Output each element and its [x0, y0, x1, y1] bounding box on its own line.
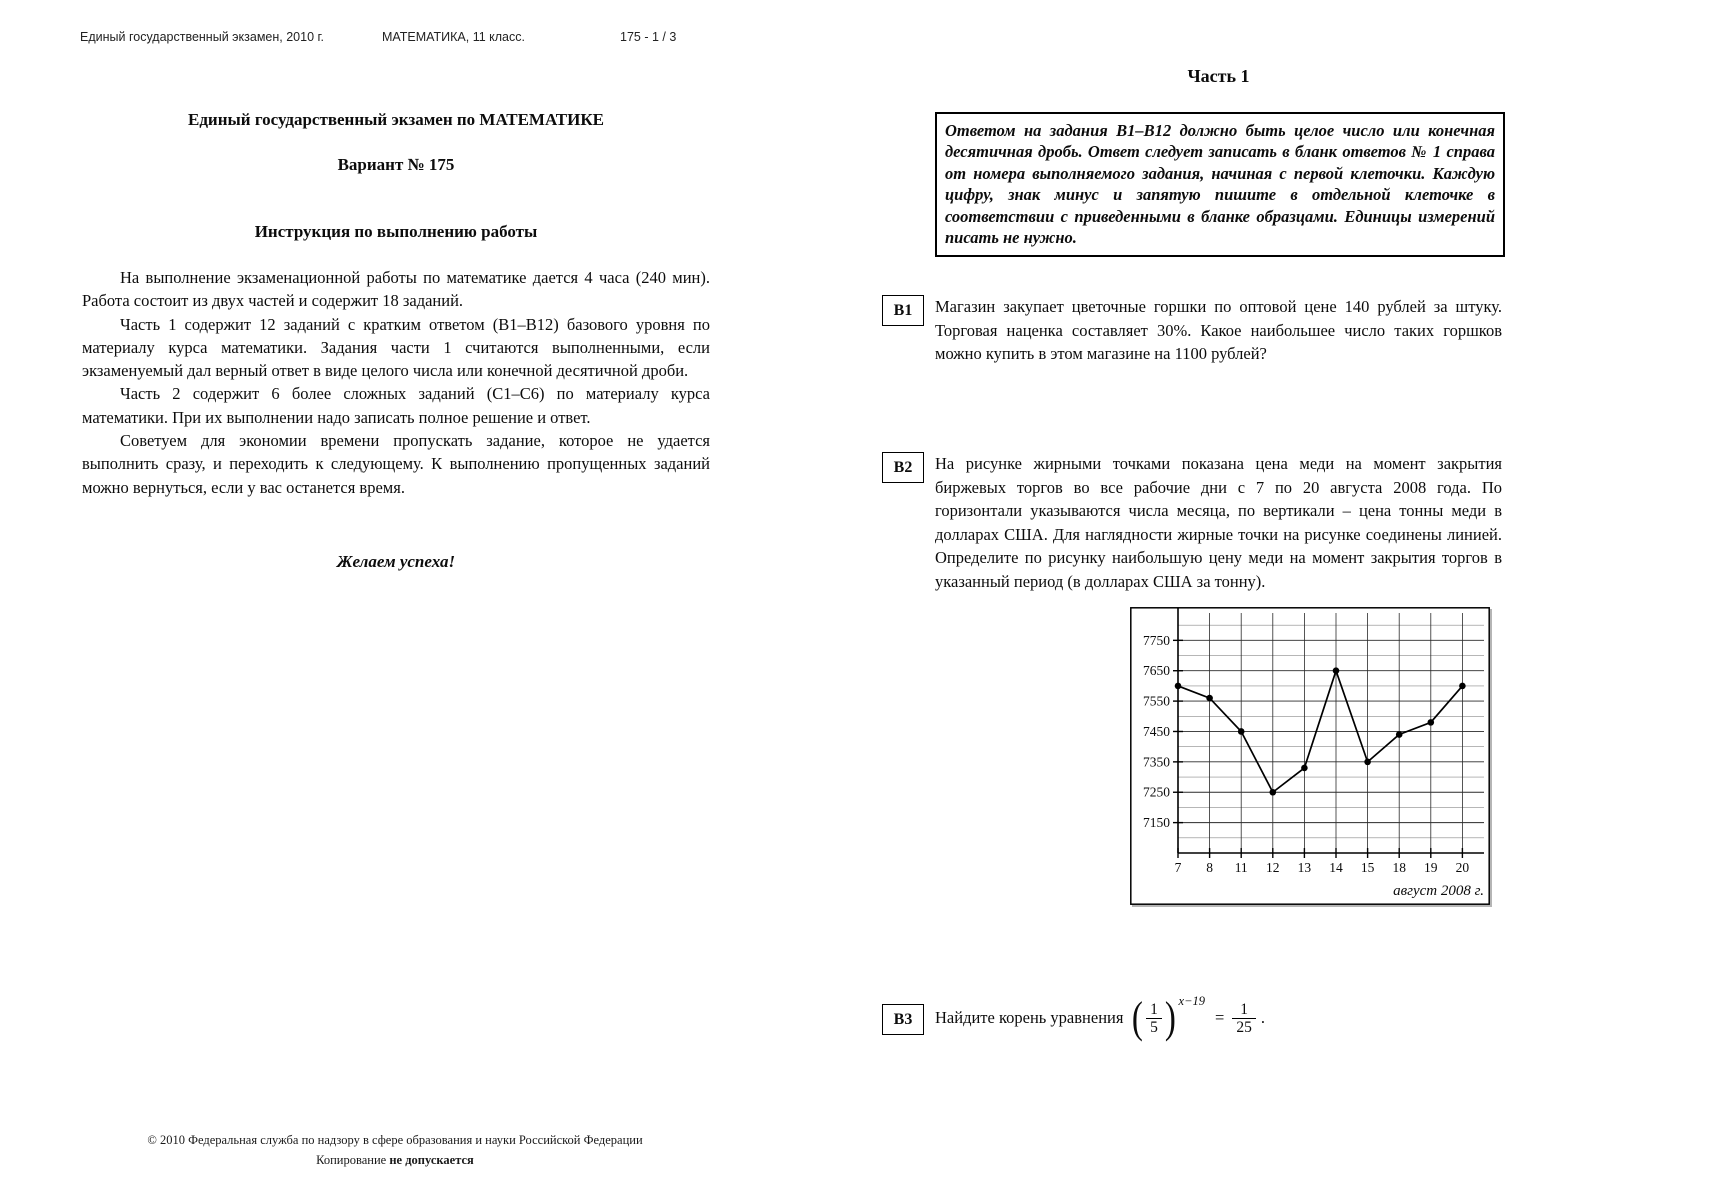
svg-text:11: 11 — [1234, 860, 1248, 875]
svg-text:7750: 7750 — [1143, 632, 1170, 648]
copyright-line: © 2010 Федеральная служба по надзору в сфере образования и науки Российской Федерации — [147, 1133, 643, 1147]
svg-text:14: 14 — [1329, 860, 1343, 875]
instruction-paragraph: Советуем для экономии времени пропускать задание, которое не удается выполнить сразу, и переходить к следующему. К выполнению пропущенных заданий можно вернуться, если у вас останется время. — [82, 431, 710, 497]
svg-text:7450: 7450 — [1143, 723, 1170, 739]
no-copy-prefix: Копирование — [316, 1153, 390, 1167]
open-paren: ( — [1132, 993, 1144, 1042]
copper-price-chart — [1130, 607, 1490, 905]
fraction-denominator: 5 — [1146, 1018, 1162, 1036]
svg-text:19: 19 — [1424, 860, 1438, 875]
task-b2-label: В2 — [882, 452, 924, 483]
svg-text:7250: 7250 — [1143, 784, 1170, 800]
exam-title: Единый государственный экзамен по МАТЕМАТИКЕ — [187, 110, 604, 129]
part-1-heading: Часть 1 — [1187, 66, 1250, 86]
instruction-paragraph: Часть 2 содержит 6 более сложных заданий (С1–С6) по материалу курса математики. При их выполнении надо записать полное решение и ответ. — [82, 384, 710, 427]
answer-instructions-box: Ответом на задания В1–В12 должно быть целое число или конечная десятичная дробь. Ответ следует записать в бланк ответов № 1 справа от номера выполняемого задания, начиная с первой клеточки. Каждую цифру, знак минус и запятую пишите в отдельной клеточке в соответствии с приведенными в бланке образцами. Единицы измерений писать не нужно. — [935, 112, 1505, 257]
exponent: x−19 — [1178, 993, 1205, 1008]
fraction-numerator: 1 — [1240, 1000, 1248, 1018]
variant-number: Вариант № 175 — [337, 155, 455, 174]
page-footer — [80, 1130, 710, 1170]
svg-text:7: 7 — [1174, 860, 1182, 875]
svg-text:7150: 7150 — [1143, 815, 1170, 831]
task-b1-text: Магазин закупает цветочные горшки по оптовой цене 140 рублей за штуку. Торговая наценка составляет 30%. Какое наибольшее число таких горшков можно купить в этом магазине на 1100 рублей? — [935, 297, 1502, 363]
no-copy-bold: не допускается — [389, 1153, 474, 1167]
fraction-one-fifth — [1146, 1001, 1162, 1036]
task-b2-text: На рисунке жирными точками показана цена меди на момент закрытия биржевых торгов во все рабочие дни с 7 по 20 августа 2008 года. По горизонтали указываются числа месяца, по вертикали – цена тонны меди в долларах США. Для наглядности жирные точки на рисунке соединены линией. Определите по рисунку наибольшую цену меди на момент закрытия торгов в указанный период (в долларах США за тонну). — [935, 454, 1502, 591]
svg-text:7650: 7650 — [1143, 663, 1170, 679]
svg-text:12: 12 — [1266, 860, 1280, 875]
close-paren: ) — [1164, 993, 1176, 1042]
equation-formula — [1130, 993, 1265, 1042]
header-exam-name: Единый государственный экзамен, 2010 г. — [80, 30, 325, 44]
svg-text:7550: 7550 — [1143, 693, 1170, 709]
svg-text:15: 15 — [1360, 860, 1375, 875]
instruction-paragraphs — [82, 266, 710, 499]
task-b3-label: В3 — [882, 1004, 924, 1035]
task-b1-label: В1 — [882, 295, 924, 326]
price-chart-svg — [1130, 607, 1490, 905]
task-b3-text — [935, 982, 1502, 1054]
fraction-one-twentyfifth — [1232, 1001, 1256, 1036]
instruction-heading: Инструкция по выполнению работы — [254, 222, 538, 241]
equals-sign: = — [1215, 1008, 1225, 1027]
svg-text:20: 20 — [1455, 860, 1470, 875]
instruction-paragraph: На выполнение экзаменационной работы по математике дается 4 часа (240 мин). Работа состоит из двух частей и содержит 18 заданий. — [82, 268, 710, 311]
svg-text:август 2008 г.: август 2008 г. — [1393, 883, 1484, 899]
svg-text:18: 18 — [1392, 860, 1406, 875]
fraction-denominator: 25 — [1232, 1018, 1256, 1036]
svg-text:13: 13 — [1297, 860, 1312, 875]
header-subject: МАТЕМАТИКА, 11 класс. — [382, 30, 525, 44]
no-copy-line — [80, 1150, 710, 1170]
formula-period: . — [1260, 1008, 1265, 1027]
header-page-number: 175 - 1 / 3 — [620, 30, 677, 44]
fraction-numerator: 1 — [1150, 1000, 1158, 1018]
instruction-paragraph: Часть 1 содержит 12 заданий с кратким ответом (В1–В12) базового уровня по материалу курса математики. Задания части 1 считаются выполненными, если экзаменуемый дал верный ответ в виде целого числа или конечной десятичной дроби. — [82, 314, 710, 381]
task-b3-prefix: Найдите корень уравнения — [935, 1008, 1124, 1027]
good-luck-line: Желаем успеха! — [336, 552, 456, 571]
svg-text:8: 8 — [1206, 860, 1213, 875]
svg-text:7350: 7350 — [1143, 754, 1170, 770]
